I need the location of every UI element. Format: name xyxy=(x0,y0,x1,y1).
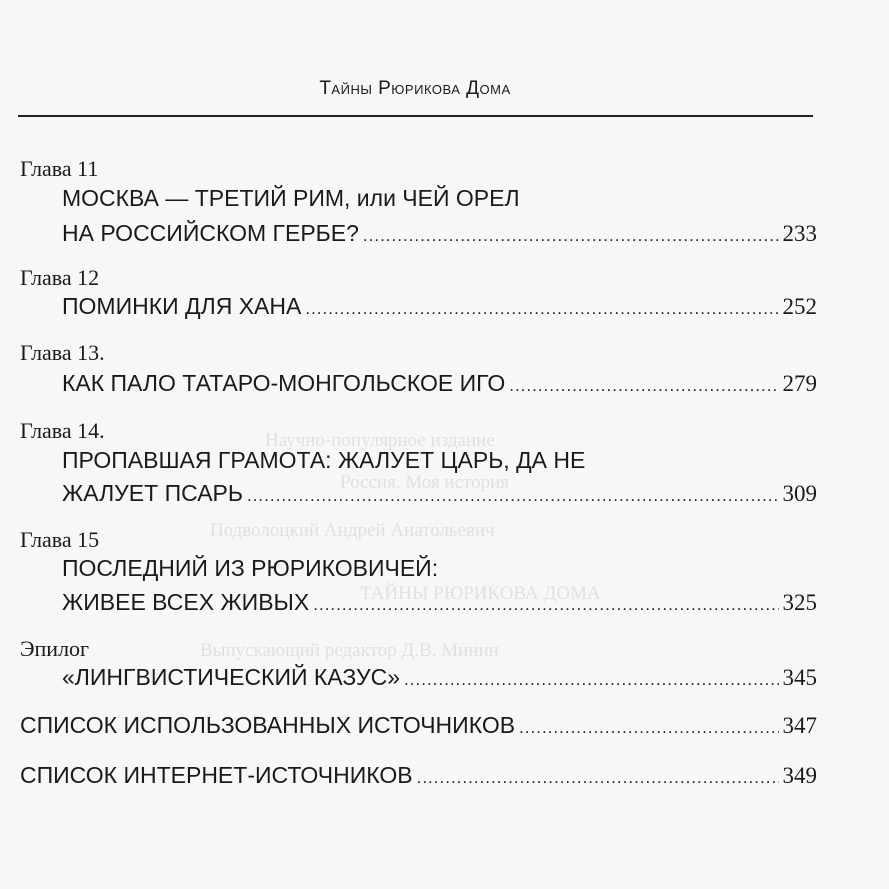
entry-title: СПИСОК ИНТЕРНЕТ-ИСТОЧНИКОВ xyxy=(20,762,413,788)
toc-entry[interactable] xyxy=(62,480,817,510)
entry-title: ПРОПАВШАЯ ГРАМОТА: ЖАЛУЕТ ЦАРЬ, ДА НЕ xyxy=(62,447,586,473)
dot-leader xyxy=(509,376,778,396)
chapter-label: Глава 12 xyxy=(20,265,100,290)
page-number: 345 xyxy=(782,665,817,690)
entry-title: ПОМИНКИ ДЛЯ ХАНА xyxy=(62,293,302,319)
running-header: Тайны Рюрикова Дома xyxy=(319,78,511,99)
show-through-text: Научно-популярное издание xyxy=(265,430,495,451)
show-through-text: ТАЙНЫ РЮРИКОВА ДОМА xyxy=(360,583,601,604)
dot-leader xyxy=(519,718,778,738)
page-number: 309 xyxy=(782,481,817,506)
dot-leader xyxy=(417,768,779,788)
entry-title: МОСКВА — ТРЕТИЙ РИМ, или ЧЕЙ ОРЕЛ xyxy=(62,185,520,211)
entry-title: КАК ПАЛО ТАТАРО-МОНГОЛЬСКОЕ ИГО xyxy=(62,370,506,396)
page-number: 347 xyxy=(782,713,817,738)
page-number: 349 xyxy=(782,763,817,788)
page-number: 325 xyxy=(782,590,817,615)
page-number: 252 xyxy=(782,294,817,319)
toc-entry-title-line xyxy=(62,447,817,477)
toc-entry-title-line xyxy=(62,555,817,585)
show-through-text: Выпускающий редактор Д.В. Минин xyxy=(200,640,499,661)
dot-leader xyxy=(313,595,778,615)
entry-title: ЖАЛУЕТ ПСАРЬ xyxy=(62,480,243,506)
entry-title: «ЛИНГВИСТИЧЕСКИЙ КАЗУС» xyxy=(62,664,401,690)
page-number: 279 xyxy=(782,371,817,396)
toc-entry[interactable] xyxy=(62,589,817,619)
entry-title: НА РОССИЙСКОМ ГЕРБЕ? xyxy=(62,220,359,246)
show-through-text: Россия. Моя история xyxy=(340,472,509,493)
dot-leader xyxy=(363,226,779,246)
toc-entry[interactable] xyxy=(62,664,817,694)
chapter-label: Глава 11 xyxy=(20,156,99,181)
toc-entry[interactable] xyxy=(20,712,817,742)
chapter-label: Эпилог xyxy=(20,636,90,661)
entry-title: ЖИВЕЕ ВСЕХ ЖИВЫХ xyxy=(62,589,310,615)
toc-entry[interactable] xyxy=(62,293,817,323)
entry-title: ПОСЛЕДНИЙ ИЗ РЮРИКОВИЧЕЙ: xyxy=(62,555,439,581)
show-through-text: Подволоцкий Андрей Анатольевич xyxy=(210,520,495,541)
toc-entry[interactable] xyxy=(20,762,817,792)
entry-title: СПИСОК ИСПОЛЬЗОВАННЫХ ИСТОЧНИКОВ xyxy=(20,712,516,738)
toc-entry-title-line xyxy=(62,185,817,215)
chapter-label: Глава 15 xyxy=(20,527,100,552)
chapter-label: Глава 14. xyxy=(20,418,105,443)
dot-leader xyxy=(305,299,778,319)
toc-entry[interactable] xyxy=(62,220,817,250)
page-number: 233 xyxy=(782,221,817,246)
toc-entry[interactable] xyxy=(62,370,817,400)
chapter-label: Глава 13. xyxy=(20,340,105,365)
dot-leader xyxy=(247,486,779,506)
dot-leader xyxy=(404,670,778,690)
